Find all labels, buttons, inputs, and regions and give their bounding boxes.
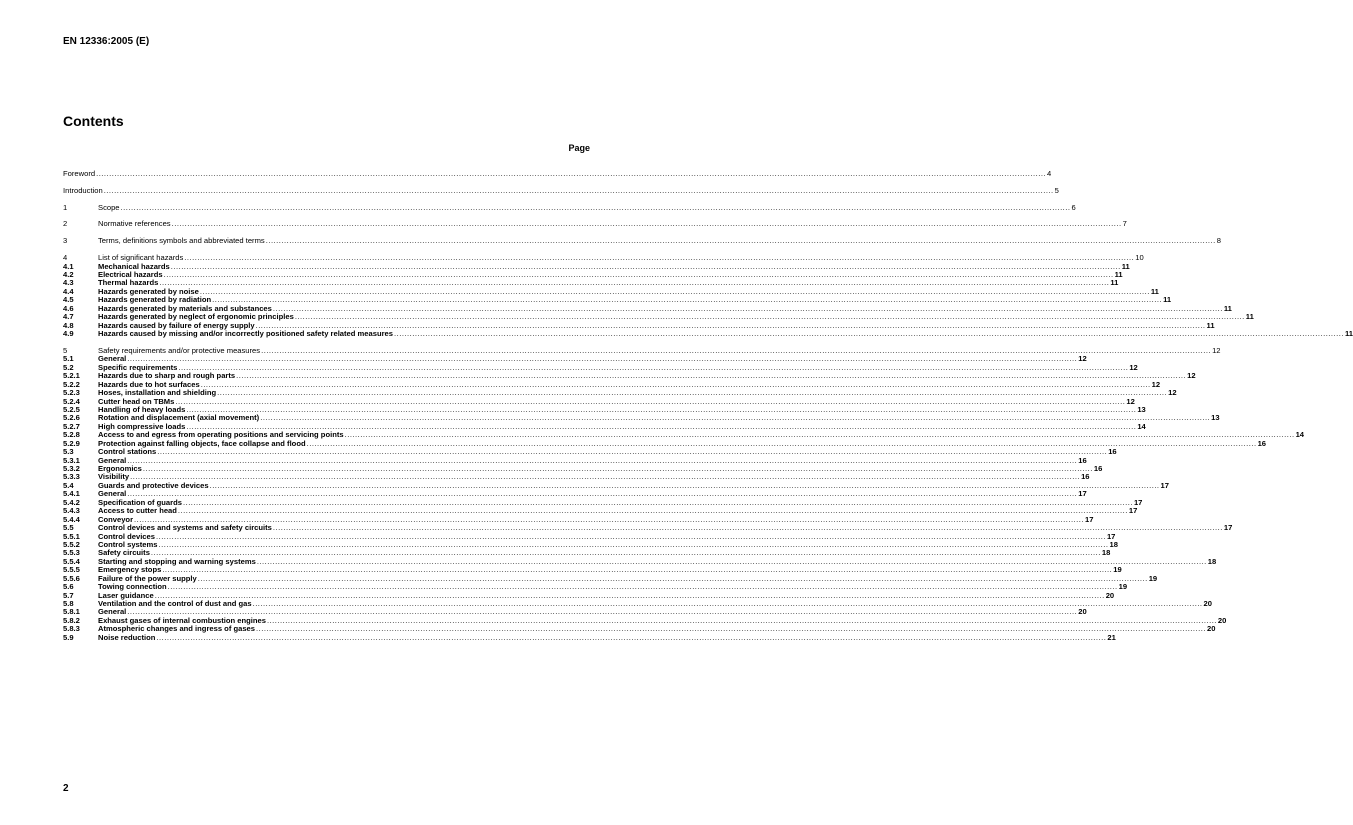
- toc-entry-title: Control devices: [98, 531, 155, 541]
- toc-entry-number: 5.4: [63, 480, 74, 490]
- toc-entry-page: 20: [1217, 615, 1227, 625]
- toc-entry-title: Laser guidance: [98, 590, 154, 600]
- toc-entry-title: Guards and protective devices: [98, 480, 209, 490]
- toc-entry-page: 5: [1054, 185, 1059, 195]
- toc-entry-page: 17: [1133, 497, 1143, 507]
- toc-entry-number: 4.3: [63, 278, 74, 288]
- toc-entry-title: General: [98, 354, 127, 364]
- toc-entry-page: 12: [1078, 354, 1087, 364]
- toc-entry-page: 19: [1113, 565, 1122, 575]
- toc-entry-page: 11: [1163, 295, 1172, 305]
- toc-entry-page: 17: [1128, 506, 1138, 516]
- toc-entry-title: Ventilation and the control of dust and gas: [98, 599, 252, 609]
- toc-entry-page: 17: [1078, 489, 1087, 499]
- toc-entry-title: Control systems: [98, 539, 158, 549]
- toc-entry-number: 5.3.2: [63, 464, 80, 474]
- toc-entry-number: 5.5.6: [63, 573, 80, 583]
- toc-entry-number: 5.9: [63, 632, 74, 642]
- toc-entry[interactable]: [63, 185, 1059, 195]
- toc-entry-number: 4: [63, 253, 68, 263]
- toc-entry-number: 3: [63, 236, 68, 246]
- toc-entry-title: List of significant hazards: [98, 253, 184, 263]
- toc-entry-title: Atmospheric changes and ingress of gases: [98, 624, 255, 634]
- toc-entry-page: 14: [1137, 421, 1146, 431]
- toc-entry-title: Hazards generated by radiation: [98, 295, 212, 305]
- toc-entry-number: 5.8.3: [63, 624, 80, 634]
- toc-entry-title: Hazards generated by neglect of ergonomic principles: [98, 312, 294, 322]
- toc-entry-title: Hazards generated by materials and substances: [98, 303, 272, 313]
- toc-entry-number: 4.7: [63, 312, 74, 322]
- toc-entry-number: 5.3: [63, 447, 74, 457]
- toc-entry-number: 5.2.7: [63, 421, 80, 431]
- toc-entry-page: 17: [1223, 523, 1233, 533]
- toc-entry-page: 20: [1105, 590, 1115, 600]
- toc-entry[interactable]: [63, 169, 1052, 178]
- toc-entry-page: 11: [1206, 320, 1215, 330]
- toc-entry-number: 5.7: [63, 590, 74, 600]
- toc-entry-page: 14: [1295, 430, 1305, 440]
- toc-entry-page: 11: [1245, 312, 1254, 322]
- toc-entry-page: 4: [1047, 169, 1052, 178]
- toc-entry-page: 11: [1121, 261, 1130, 271]
- toc-entry-number: 5.2.6: [63, 413, 80, 423]
- toc-entry-title: Failure of the power supply: [98, 573, 197, 583]
- toc-entry-title: Hazards due to sharp and rough parts: [98, 371, 236, 381]
- toc-entry-number: 5.8.2: [63, 615, 80, 625]
- toc-entry-page: 20: [1206, 624, 1216, 634]
- toc-entry-number: 5.5: [63, 523, 74, 533]
- toc-entry-page: 16: [1108, 447, 1117, 457]
- toc-entry-title: Scope: [98, 202, 120, 212]
- toc-entry-title: Visibility: [98, 472, 130, 482]
- toc-entry-page: 11: [1344, 329, 1353, 339]
- toc-entry-title: Thermal hazards: [98, 278, 159, 288]
- toc-entry-number: 5.5.3: [63, 548, 80, 558]
- toc-entry-number: 5.2: [63, 362, 74, 372]
- toc-entry-title: Mechanical hazards: [98, 261, 170, 271]
- toc-entry-page: 19: [1148, 573, 1158, 583]
- toc-entry-number: 4.9: [63, 329, 74, 339]
- toc-entry-title: Introduction: [63, 185, 103, 195]
- toc-entry-title: Normative references: [98, 219, 171, 229]
- toc-entry-title: Foreword: [63, 169, 96, 178]
- toc-entry-title: Control stations: [98, 447, 157, 457]
- toc-entry-title: Conveyor: [98, 514, 134, 524]
- toc-entry-title: General: [98, 607, 127, 617]
- toc-entry-page: 11: [1150, 286, 1159, 296]
- toc-entry-title: Specific requirements: [98, 362, 178, 372]
- toc-entry-number: 5.3.3: [63, 472, 80, 482]
- table-of-contents: [63, 169, 1353, 642]
- toc-entry-title: Rotation and displacement (axial movement): [98, 413, 260, 423]
- toc-entry-page: 11: [1110, 278, 1119, 288]
- page-number: 2: [63, 783, 69, 794]
- toc-entry-page: 17: [1085, 514, 1094, 524]
- toc-entry-title: Electrical hazards: [98, 270, 163, 280]
- toc-entry-page: 16: [1081, 472, 1090, 482]
- toc-entry-page: 21: [1107, 632, 1116, 642]
- toc-entry-number: 5.8: [63, 599, 74, 609]
- toc-entry[interactable]: [63, 632, 1116, 642]
- toc-entry-title: Hazards caused by missing and/or incorrectly positioned safety related measures: [98, 329, 393, 339]
- toc-leader-dots: [104, 187, 1054, 195]
- toc-entry-number: 5.2.9: [63, 438, 80, 448]
- toc-entry-title: Emergency stops: [98, 565, 162, 575]
- document-header: EN 12336:2005 (E): [63, 36, 150, 47]
- toc-entry-page: 12: [1151, 379, 1161, 389]
- toc-entry-number: 5.2.8: [63, 430, 80, 440]
- toc-entry-page: 19: [1118, 582, 1128, 592]
- toc-entry-title: Access to cutter head: [98, 506, 177, 516]
- toc-entry-number: 5.2.3: [63, 388, 80, 398]
- toc-entry-number: 5.1: [63, 354, 74, 364]
- toc-entry-number: 4.5: [63, 295, 74, 305]
- toc-entry-title: Noise reduction: [98, 632, 156, 642]
- toc-leader-dots: [266, 237, 1216, 245]
- toc-entry-title: Starting and stopping and warning systems: [98, 556, 256, 566]
- toc-entry-page: 12: [1168, 388, 1177, 398]
- toc-entry-number: 5: [63, 345, 68, 355]
- toc-entry-page: 16: [1078, 455, 1087, 465]
- toc-entry-page: 18: [1207, 556, 1217, 566]
- toc-entry-title: Hazards due to hot surfaces: [98, 379, 200, 389]
- toc-entry-title: Hazards caused by failure of energy supply: [98, 320, 255, 330]
- toc-entry-page: 12: [1129, 362, 1138, 372]
- toc-leader-dots: [96, 170, 1046, 178]
- toc-entry-page: 12: [1126, 396, 1135, 406]
- toc-entry-number: 5.4.2: [63, 497, 80, 507]
- toc-entry-title: General: [98, 489, 127, 499]
- toc-entry-title: Hazards generated by noise: [98, 286, 199, 296]
- toc-entry-page: 10: [1135, 253, 1144, 263]
- toc-entry-number: 5.2.1: [63, 371, 80, 381]
- toc-entry-page: 11: [1223, 303, 1232, 313]
- page-column-label: Page: [568, 143, 590, 153]
- toc-entry-number: 5.3.1: [63, 455, 80, 465]
- toc-entry[interactable]: [63, 202, 1076, 212]
- toc-entry-page: 18: [1109, 539, 1118, 549]
- toc-entry-page: 12: [1212, 345, 1221, 355]
- toc-entry-page: 7: [1122, 219, 1127, 229]
- toc-entry-page: 17: [1160, 480, 1169, 490]
- toc-entry-number: 4.8: [63, 320, 74, 330]
- toc-entry-title: Access to and egress from operating positions and servicing points: [98, 430, 344, 440]
- toc-entry-page: 11: [1114, 270, 1123, 280]
- toc-entry-title: Terms, definitions symbols and abbreviated terms: [98, 236, 265, 246]
- toc-entry-page: 8: [1216, 236, 1221, 246]
- toc-leader-dots: [394, 330, 1344, 338]
- toc-leader-dots: [121, 204, 1071, 212]
- toc-entry-number: 5.2.2: [63, 379, 80, 389]
- toc-entry-title: Exhaust gases of internal combustion engines: [98, 615, 266, 625]
- toc-entry-number: 5.2.4: [63, 396, 80, 406]
- toc-entry-page: 18: [1101, 548, 1111, 558]
- toc-entry-number: 5.5.2: [63, 539, 80, 549]
- toc-entry-title: Ergonomics: [98, 464, 142, 474]
- contents-title: Contents: [63, 113, 124, 129]
- toc-entry-title: Control devices and systems and safety circuits: [98, 523, 272, 533]
- toc-entry-number: 5.4.1: [63, 489, 80, 499]
- toc-entry-number: 5.8.1: [63, 607, 80, 617]
- toc-entry-title: Protection against falling objects, face collapse and flood: [98, 438, 306, 448]
- toc-entry-page: 13: [1211, 413, 1220, 423]
- toc-entry-number: 4.4: [63, 286, 74, 296]
- toc-entry-page: 20: [1203, 599, 1212, 609]
- toc-entry-number: 4.1: [63, 261, 74, 271]
- toc-entry-title: Handling of heavy loads: [98, 404, 186, 414]
- toc-leader-dots: [172, 220, 1122, 228]
- toc-entry-number: 5.6: [63, 582, 74, 592]
- toc-entry-number: 5.2.5: [63, 404, 80, 414]
- toc-entry-title: Safety circuits: [98, 548, 150, 558]
- toc-leader-dots: [156, 634, 1106, 642]
- toc-entry-page: 16: [1257, 438, 1267, 448]
- toc-entry-title: High compressive loads: [98, 421, 186, 431]
- toc-entry[interactable]: [63, 329, 1353, 339]
- toc-entry-page: 12: [1187, 371, 1196, 381]
- toc-entry-number: 4.6: [63, 303, 74, 313]
- toc-entry-page: 6: [1071, 202, 1076, 212]
- toc-entry-title: Safety requirements and/or protective measures: [98, 345, 261, 355]
- toc-entry-number: 5.5.1: [63, 531, 80, 541]
- toc-entry-number: 2: [63, 219, 68, 229]
- toc-entry-number: 5.5.4: [63, 556, 80, 566]
- toc-entry-number: 1: [63, 202, 68, 212]
- toc-entry-number: 5.5.5: [63, 565, 80, 575]
- toc-entry-title: General: [98, 455, 127, 465]
- toc-entry-page: 16: [1093, 464, 1103, 474]
- toc-entry-page: 20: [1078, 607, 1087, 617]
- toc-entry[interactable]: [63, 219, 1127, 229]
- toc-entry-title: Specification of guards: [98, 497, 182, 507]
- toc-entry[interactable]: [63, 236, 1221, 246]
- toc-entry-title: Hoses, installation and shielding: [98, 388, 217, 398]
- toc-entry-number: 5.4.4: [63, 514, 80, 524]
- toc-entry-title: Towing connection: [98, 582, 167, 592]
- toc-entry-number: 5.4.3: [63, 506, 80, 516]
- toc-entry-page: 13: [1137, 404, 1146, 414]
- toc-entry-number: 4.2: [63, 270, 74, 280]
- toc-entry-title: Cutter head on TBMs: [98, 396, 175, 406]
- toc-entry-page: 17: [1106, 531, 1116, 541]
